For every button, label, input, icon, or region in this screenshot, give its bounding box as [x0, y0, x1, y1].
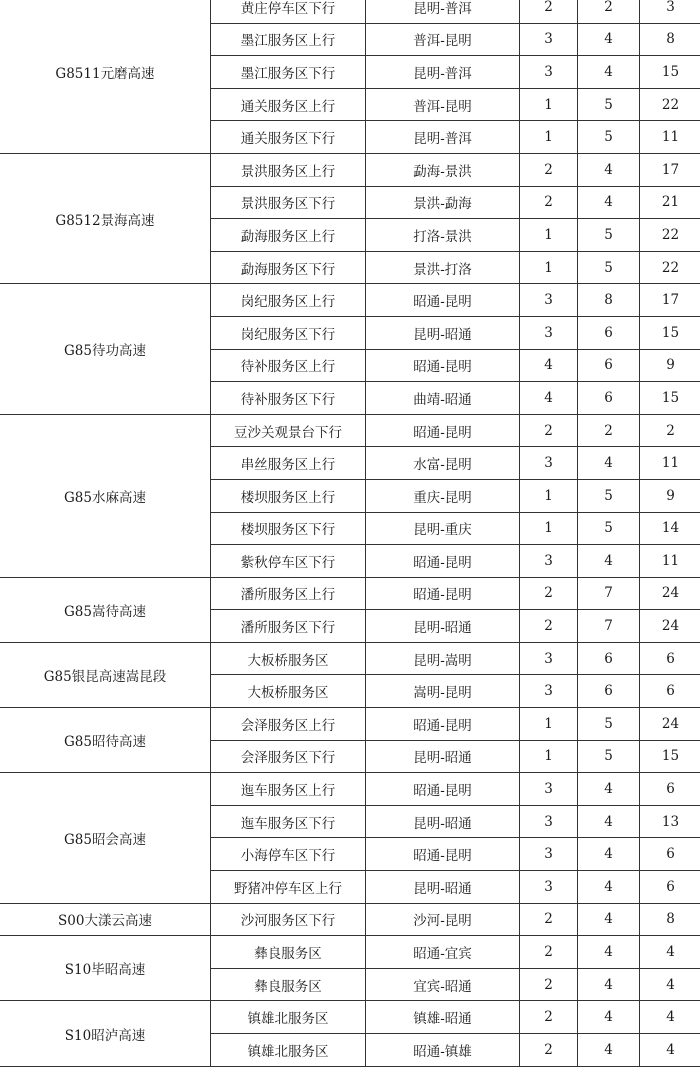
highway-name-cell: G85昭待高速 [0, 708, 211, 773]
table-row [0, 0, 700, 23]
service-area-cell: 岗纪服务区下行 [211, 316, 366, 349]
value-b-cell: 4 [578, 805, 640, 838]
value-b-cell: 4 [578, 153, 640, 186]
value-c-cell: 8 [640, 903, 700, 936]
highway-name-cell: G8512景海高速 [0, 153, 211, 283]
value-a-cell: 3 [520, 316, 578, 349]
highway-name-cell: G85待功高速 [0, 284, 211, 414]
direction-cell: 昭通-昆明 [366, 349, 520, 382]
value-a-cell: 3 [520, 675, 578, 708]
service-area-cell: 通关服务区下行 [211, 121, 366, 154]
value-b-cell: 8 [578, 284, 640, 317]
highway-name-cell: S10毕昭高速 [0, 936, 211, 1001]
value-b-cell: 7 [578, 577, 640, 610]
direction-cell: 勐海-景洪 [366, 153, 520, 186]
value-b-cell: 5 [578, 512, 640, 545]
value-a-cell: 2 [520, 936, 578, 969]
service-area-cell: 紫秋停车区下行 [211, 545, 366, 578]
value-c-cell: 15 [640, 740, 700, 773]
value-b-cell: 6 [578, 675, 640, 708]
value-b-cell: 6 [578, 382, 640, 415]
service-area-cell: 野猪冲停车区上行 [211, 871, 366, 904]
value-b-cell: 5 [578, 708, 640, 741]
value-a-cell: 3 [520, 773, 578, 806]
value-c-cell: 3 [640, 0, 700, 23]
table-row [0, 708, 700, 741]
direction-cell: 水富-昆明 [366, 447, 520, 480]
direction-cell: 昭通-宜宾 [366, 936, 520, 969]
table-row [0, 1001, 700, 1034]
service-area-cell: 潘所服务区下行 [211, 610, 366, 643]
value-b-cell: 4 [578, 23, 640, 56]
service-area-cell: 景洪服务区下行 [211, 186, 366, 219]
value-b-cell: 4 [578, 838, 640, 871]
table-row [0, 153, 700, 186]
value-a-cell: 3 [520, 838, 578, 871]
service-area-cell: 彝良服务区 [211, 968, 366, 1001]
value-c-cell: 24 [640, 577, 700, 610]
table-row [0, 903, 700, 936]
value-c-cell: 21 [640, 186, 700, 219]
service-area-cell: 豆沙关观景台下行 [211, 414, 366, 447]
direction-cell: 普洱-昆明 [366, 88, 520, 121]
value-c-cell: 15 [640, 56, 700, 89]
value-a-cell: 2 [520, 903, 578, 936]
value-c-cell: 24 [640, 610, 700, 643]
value-b-cell: 4 [578, 1034, 640, 1067]
value-c-cell: 22 [640, 251, 700, 284]
value-a-cell: 3 [520, 545, 578, 578]
value-a-cell: 1 [520, 121, 578, 154]
value-a-cell: 3 [520, 447, 578, 480]
direction-cell: 曲靖-昭通 [366, 382, 520, 415]
value-a-cell: 2 [520, 610, 578, 643]
value-a-cell: 1 [520, 479, 578, 512]
value-a-cell: 1 [520, 88, 578, 121]
highway-name-cell: G85水麻高速 [0, 414, 211, 577]
direction-cell: 景洪-勐海 [366, 186, 520, 219]
value-c-cell: 17 [640, 284, 700, 317]
value-b-cell: 2 [578, 0, 640, 23]
value-b-cell: 4 [578, 903, 640, 936]
direction-cell: 昆明-嵩明 [366, 642, 520, 675]
direction-cell: 普洱-昆明 [366, 23, 520, 56]
value-a-cell: 3 [520, 805, 578, 838]
direction-cell: 昭通-昆明 [366, 838, 520, 871]
direction-cell: 昆明-昭通 [366, 871, 520, 904]
service-area-cell: 会泽服务区上行 [211, 708, 366, 741]
value-a-cell: 1 [520, 512, 578, 545]
direction-cell: 宜宾-昭通 [366, 968, 520, 1001]
service-area-cell: 大板桥服务区 [211, 642, 366, 675]
service-area-cell: 迤车服务区下行 [211, 805, 366, 838]
value-a-cell: 3 [520, 642, 578, 675]
service-area-cell: 会泽服务区下行 [211, 740, 366, 773]
direction-cell: 昭通-昆明 [366, 577, 520, 610]
service-area-cell: 潘所服务区上行 [211, 577, 366, 610]
value-b-cell: 4 [578, 936, 640, 969]
direction-cell: 昭通-镇雄 [366, 1034, 520, 1067]
value-c-cell: 6 [640, 773, 700, 806]
service-area-cell: 彝良服务区 [211, 936, 366, 969]
direction-cell: 昭通-昆明 [366, 284, 520, 317]
value-b-cell: 4 [578, 968, 640, 1001]
service-area-cell: 勐海服务区上行 [211, 219, 366, 252]
direction-cell: 昭通-昆明 [366, 773, 520, 806]
value-c-cell: 8 [640, 23, 700, 56]
service-area-cell: 通关服务区上行 [211, 88, 366, 121]
service-area-cell: 小海停车区下行 [211, 838, 366, 871]
value-b-cell: 7 [578, 610, 640, 643]
value-c-cell: 4 [640, 936, 700, 969]
direction-cell: 昆明-重庆 [366, 512, 520, 545]
value-a-cell: 3 [520, 56, 578, 89]
service-area-cell: 墨江服务区上行 [211, 23, 366, 56]
value-a-cell: 2 [520, 153, 578, 186]
value-b-cell: 4 [578, 871, 640, 904]
table-row [0, 414, 700, 447]
direction-cell: 昭通-昆明 [366, 545, 520, 578]
value-c-cell: 4 [640, 1034, 700, 1067]
direction-cell: 嵩明-昆明 [366, 675, 520, 708]
value-a-cell: 3 [520, 284, 578, 317]
value-b-cell: 4 [578, 1001, 640, 1034]
direction-cell: 昆明-昭通 [366, 740, 520, 773]
highway-name-cell: S00大漾云高速 [0, 903, 211, 936]
service-area-cell: 楼坝服务区下行 [211, 512, 366, 545]
direction-cell: 昆明-普洱 [366, 121, 520, 154]
value-a-cell: 2 [520, 0, 578, 23]
value-b-cell: 4 [578, 447, 640, 480]
value-c-cell: 24 [640, 708, 700, 741]
service-area-cell: 镇雄北服务区 [211, 1034, 366, 1067]
table-row [0, 284, 700, 317]
value-a-cell: 1 [520, 251, 578, 284]
direction-cell: 昆明-普洱 [366, 0, 520, 23]
value-b-cell: 2 [578, 414, 640, 447]
service-area-cell: 楼坝服务区上行 [211, 479, 366, 512]
value-c-cell: 6 [640, 675, 700, 708]
service-area-cell: 景洪服务区上行 [211, 153, 366, 186]
value-b-cell: 4 [578, 56, 640, 89]
table-row [0, 642, 700, 675]
value-a-cell: 2 [520, 968, 578, 1001]
direction-cell: 镇雄-昭通 [366, 1001, 520, 1034]
direction-cell: 昭通-昆明 [366, 414, 520, 447]
value-a-cell: 2 [520, 414, 578, 447]
value-c-cell: 14 [640, 512, 700, 545]
value-b-cell: 6 [578, 316, 640, 349]
value-c-cell: 6 [640, 642, 700, 675]
table-row [0, 577, 700, 610]
value-b-cell: 4 [578, 186, 640, 219]
value-a-cell: 4 [520, 349, 578, 382]
service-area-cell: 沙河服务区下行 [211, 903, 366, 936]
direction-cell: 昭通-昆明 [366, 708, 520, 741]
service-area-cell: 镇雄北服务区 [211, 1001, 366, 1034]
value-c-cell: 2 [640, 414, 700, 447]
value-a-cell: 1 [520, 740, 578, 773]
highway-name-cell: G8511元磨高速 [0, 0, 211, 153]
service-area-cell: 墨江服务区下行 [211, 56, 366, 89]
value-a-cell: 4 [520, 382, 578, 415]
value-b-cell: 5 [578, 251, 640, 284]
value-c-cell: 6 [640, 838, 700, 871]
direction-cell: 昆明-普洱 [366, 56, 520, 89]
service-area-cell: 待补服务区上行 [211, 349, 366, 382]
value-c-cell: 9 [640, 349, 700, 382]
value-c-cell: 17 [640, 153, 700, 186]
value-c-cell: 22 [640, 88, 700, 121]
highway-name-cell: G85银昆高速嵩昆段 [0, 642, 211, 707]
value-c-cell: 11 [640, 545, 700, 578]
value-b-cell: 5 [578, 121, 640, 154]
value-b-cell: 5 [578, 219, 640, 252]
value-c-cell: 13 [640, 805, 700, 838]
service-area-cell: 勐海服务区下行 [211, 251, 366, 284]
value-b-cell: 5 [578, 479, 640, 512]
direction-cell: 昆明-昭通 [366, 316, 520, 349]
value-c-cell: 6 [640, 871, 700, 904]
value-c-cell: 15 [640, 316, 700, 349]
direction-cell: 昆明-昭通 [366, 610, 520, 643]
value-a-cell: 2 [520, 186, 578, 219]
value-a-cell: 2 [520, 577, 578, 610]
service-area-cell: 待补服务区下行 [211, 382, 366, 415]
highway-name-cell: S10昭泸高速 [0, 1001, 211, 1066]
value-c-cell: 11 [640, 121, 700, 154]
table-row [0, 936, 700, 969]
value-b-cell: 5 [578, 740, 640, 773]
service-area-cell: 串丝服务区上行 [211, 447, 366, 480]
direction-cell: 沙河-昆明 [366, 903, 520, 936]
value-a-cell: 3 [520, 871, 578, 904]
direction-cell: 昆明-昭通 [366, 805, 520, 838]
value-b-cell: 4 [578, 773, 640, 806]
value-a-cell: 3 [520, 23, 578, 56]
value-c-cell: 4 [640, 968, 700, 1001]
service-area-cell: 黄庄停车区下行 [211, 0, 366, 23]
value-a-cell: 1 [520, 219, 578, 252]
service-area-cell: 岗纪服务区上行 [211, 284, 366, 317]
value-b-cell: 4 [578, 545, 640, 578]
value-b-cell: 6 [578, 642, 640, 675]
value-a-cell: 1 [520, 708, 578, 741]
value-b-cell: 5 [578, 88, 640, 121]
highway-name-cell: G85嵩待高速 [0, 577, 211, 642]
value-c-cell: 15 [640, 382, 700, 415]
direction-cell: 打洛-景洪 [366, 219, 520, 252]
service-area-cell: 大板桥服务区 [211, 675, 366, 708]
table-row [0, 773, 700, 806]
value-c-cell: 9 [640, 479, 700, 512]
direction-cell: 重庆-昆明 [366, 479, 520, 512]
value-b-cell: 6 [578, 349, 640, 382]
value-c-cell: 22 [640, 219, 700, 252]
value-a-cell: 2 [520, 1001, 578, 1034]
value-c-cell: 11 [640, 447, 700, 480]
value-a-cell: 2 [520, 1034, 578, 1067]
direction-cell: 景洪-打洛 [366, 251, 520, 284]
highway-name-cell: G85昭会高速 [0, 773, 211, 903]
value-c-cell: 4 [640, 1001, 700, 1034]
service-area-cell: 迤车服务区上行 [211, 773, 366, 806]
